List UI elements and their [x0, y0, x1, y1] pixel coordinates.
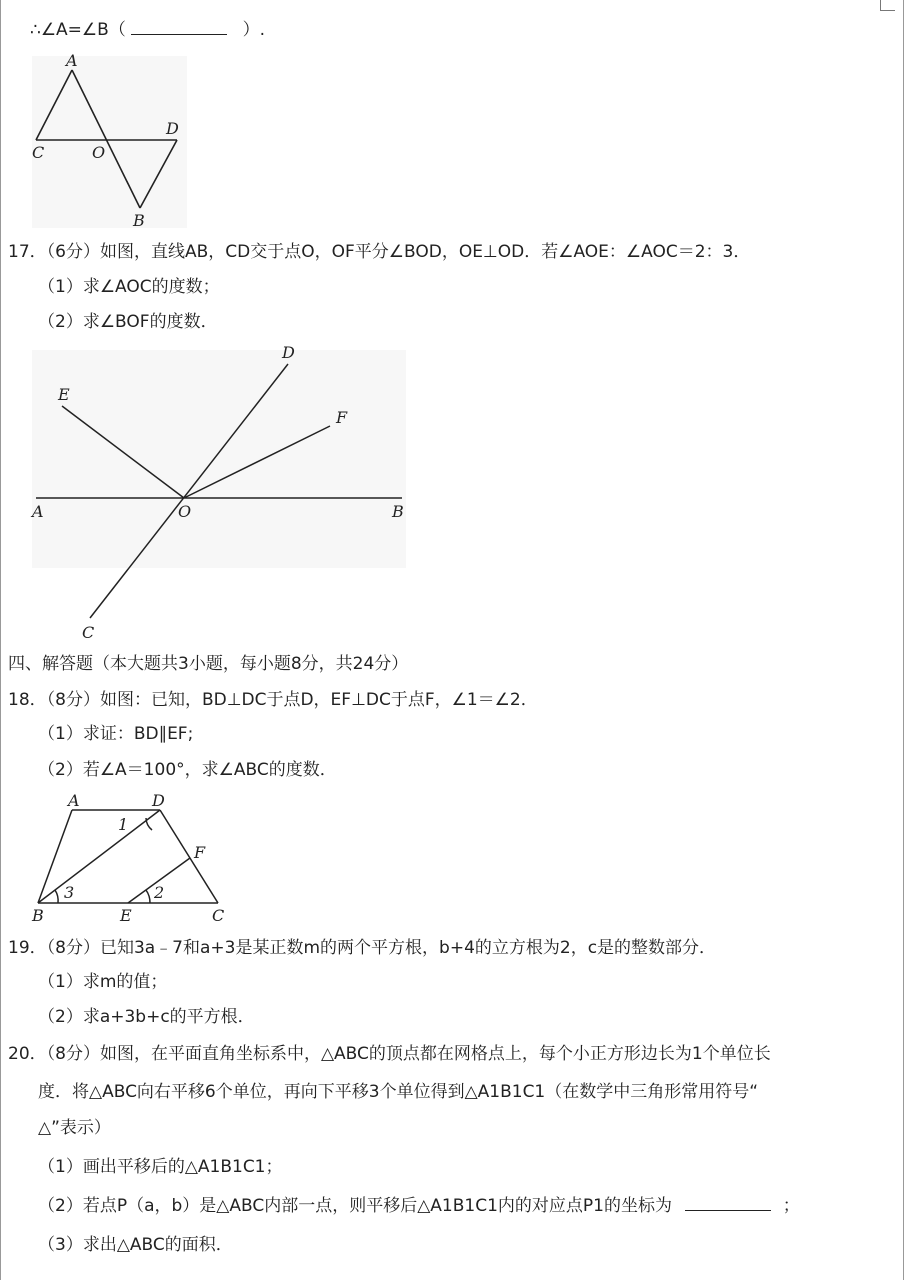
q17-part2: （2）求∠BOF的度数．	[38, 312, 218, 332]
q20-stem-line1: 20．（8分）如图，在平面直角坐标系中，△ABC的顶点都在网格点上，每个小正方形边长为1个单位长	[8, 1044, 771, 1064]
conclusion-tail: ）.	[242, 20, 266, 40]
fig17-label-A: A	[32, 502, 44, 521]
q20-part3: （3）求出△ABC的面积．	[38, 1235, 233, 1255]
fig18-label-B: B	[32, 906, 44, 925]
q18-stem: 18．（8分）如图：已知，BD⊥DC于点D，EF⊥DC于点F，∠1＝∠2．	[8, 690, 538, 710]
q20-part1: （1）画出平移后的△A1B1C1；	[38, 1157, 283, 1177]
angle-3-arc	[55, 890, 58, 903]
fig18-label-1: 1	[118, 815, 129, 834]
fig17-label-F: F	[336, 408, 348, 427]
segment-DC	[160, 810, 218, 903]
fig18-label-D: D	[152, 791, 165, 810]
fig1-label-A: A	[66, 51, 78, 70]
fig18-label-A: A	[68, 791, 80, 810]
q20-part2-text: （2）若点P（a，b）是△ABC内部一点，则平移后△A1B1C1内的对应点P1的坐标为	[38, 1196, 672, 1216]
fig17-label-E: E	[58, 385, 70, 404]
q19-stem: 19．（8分）已知3a﹣7和a+3是某正数m的两个平方根，b+4的立方根为2，c是的整数部分．	[8, 938, 717, 958]
q18-part2: （2）若∠A＝100°，求∠ABC的度数．	[38, 760, 337, 780]
fig17-label-B: B	[392, 502, 404, 521]
q17-part1: （1）求∠AOC的度数；	[38, 277, 220, 297]
fig18-label-E: E	[120, 906, 132, 925]
q20-answer-blank[interactable]	[685, 1194, 771, 1211]
fig17-label-C: C	[82, 623, 95, 642]
fig18-label-2: 2	[154, 883, 165, 902]
fig17-label-O: O	[178, 502, 192, 521]
q20-part2-tail: ；	[782, 1196, 800, 1216]
fig1-label-O: O	[92, 143, 106, 162]
segment-BD	[38, 810, 160, 903]
q18-part1: （1）求证：BD∥EF;	[38, 724, 194, 744]
q17-stem: 17．（6分）如图，直线AB，CD交于点O，OF平分∠BOD，OE⊥OD．若∠AOE：∠AOC＝2：3．	[8, 242, 751, 262]
q19-part1: （1）求m的值；	[38, 972, 168, 992]
section-4-heading: 四、解答题（本大题共3小题，每小题8分，共24分）	[8, 654, 409, 674]
fig18-label-3: 3	[64, 883, 75, 902]
q20-stem-line3: △”表示）	[38, 1118, 111, 1138]
fig1-label-B: B	[133, 211, 145, 230]
fig18-label-F: F	[194, 843, 206, 862]
fig1-label-C: C	[32, 143, 45, 162]
angle-2-arc	[146, 890, 150, 903]
angle-1-arc	[146, 818, 152, 830]
q19-part2: （2）求a+3b+c的平方根．	[38, 1007, 255, 1027]
fig1-label-D: D	[166, 119, 179, 138]
conclusion-text: ∴∠A=∠B（	[30, 20, 126, 40]
fig17-label-D: D	[282, 343, 295, 362]
fig18-label-C: C	[212, 906, 225, 925]
q20-part2-line	[38, 1194, 800, 1218]
q20-stem-line2: 度．将△ABC向右平移6个单位，再向下平移3个单位得到△A1B1C1（在数学中三角形常用符号“	[38, 1082, 759, 1102]
